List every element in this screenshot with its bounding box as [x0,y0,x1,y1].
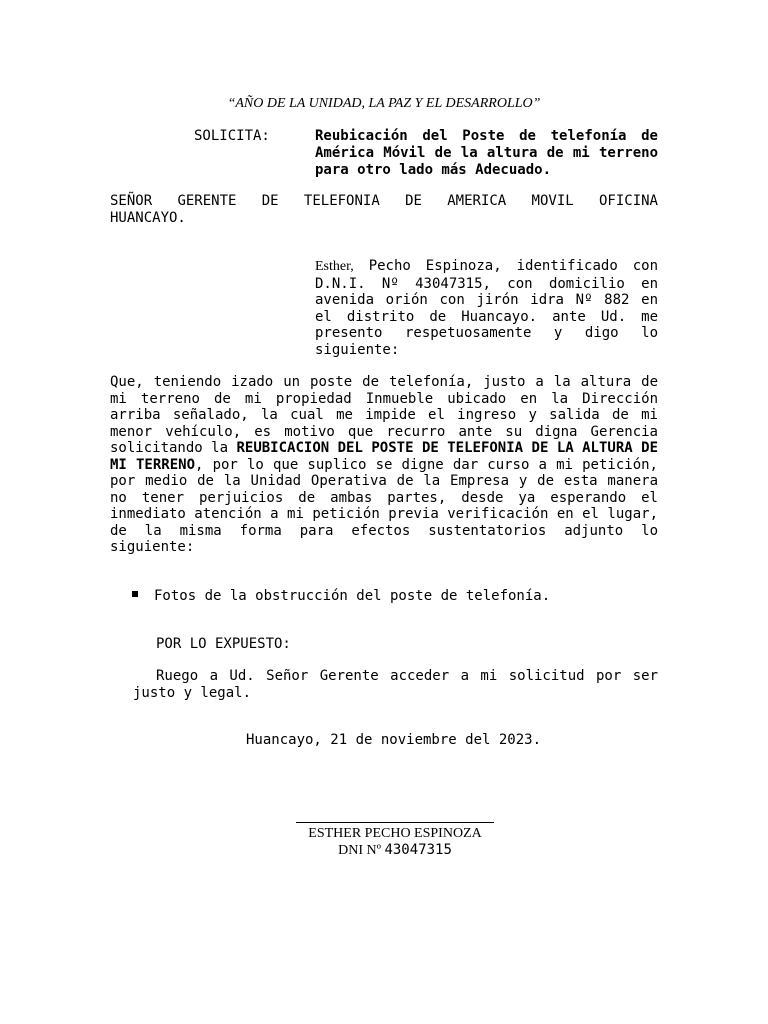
attachment-list-item [132,588,550,604]
solicita-label: SOLICITA: [194,128,270,144]
intro-rest: Pecho Espinoza, identificado con D.N.I. Nº 43047315, con domicilio en avenida orión con jirón idra Nº 882 en el distrito de Huancayo. ante Ud. me presento respetuosamente y digo lo siguiente: [315,258,658,358]
body-part-1: Que, teniendo izado un poste de telefonía, justo a la altura de mi terreno de mi propiedad Inmueble ubicado en la Dirección arriba señalado, la cual me impide el ingreso y salida de mi menor vehículo, es motivo que recurro ante su digna Gerencia solicitando la [110,374,658,456]
square-bullet-icon [132,591,138,597]
signature-line [296,822,494,823]
addressee-line-1: SEÑOR GERENTE DE TELEFONIA DE AMERICA MOVIL OFICINA [110,193,658,209]
intro-paragraph [315,258,658,358]
ruego-paragraph: Ruego a Ud. Señor Gerente acceder a mi solicitud por ser justo y legal. [133,668,658,701]
solicita-text: Reubicación del Poste de telefonía de América Móvil de la altura de mi terreno para otro lado más Adecuado. [315,128,658,178]
body-paragraph [110,374,658,556]
expuesto-heading: POR LO EXPUESTO: [156,636,291,652]
addressee [110,193,658,227]
body-part-2: , por lo que suplico se digne dar curso a mi petición, por medio de la Unidad Operativa de la Empresa y de esta manera no tener perjuicios de ambas partes, desde ya esperando el inmediato atención a mi petición previa verificación en el lugar, de la misma forma para efectos sustentatorios adjunto lo siguiente: [110,456,658,555]
addressee-line-2: HUANCAYO. [110,210,186,226]
date-line: Huancayo, 21 de noviembre del 2023. [246,732,542,748]
attachment-text: Fotos de la obstrucción del poste de telefonía. [154,588,551,604]
signature-name: ESTHER PECHO ESPINOZA [308,826,482,841]
signature-dni [296,842,494,859]
dni-label: DNI Nº [338,843,381,858]
motto-heading: “AÑO DE LA UNIDAD, LA PAZ Y EL DESARROLLO” [227,96,541,111]
body-bold-request: REUBICACION DEL POSTE DE TELEFONIA DE LA ALTURA DE MI TERRENO [110,440,659,473]
dni-number: 43047315 [384,842,452,858]
intro-first-name: Esther, [315,259,354,274]
